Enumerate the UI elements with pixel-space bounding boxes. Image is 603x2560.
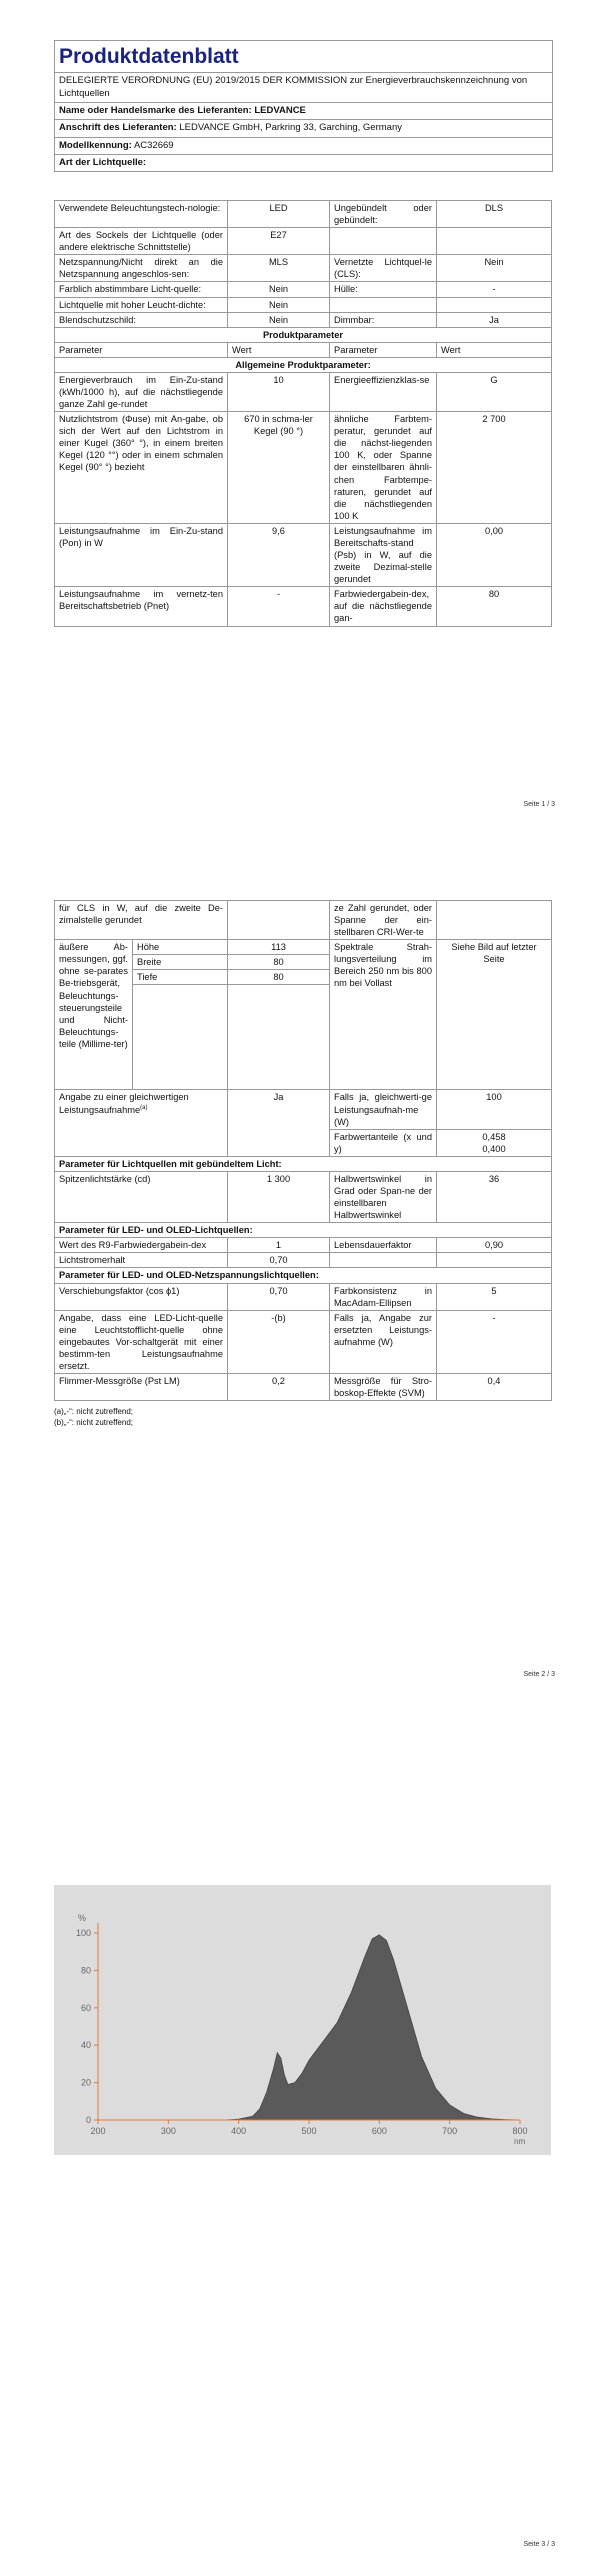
light-source-row: [55, 282, 552, 297]
model-row: [55, 137, 552, 154]
param-value: Ja: [437, 312, 552, 327]
param-value: LED: [228, 201, 330, 228]
y-tick-label: 40: [80, 2040, 91, 2051]
x-tick-label: 500: [301, 2126, 317, 2136]
param-label: Dimmbar:: [330, 312, 437, 327]
param-value: 80: [437, 587, 552, 626]
param-label: Leistungsaufnahme im Bereitschafts-stand (Psb) in W, auf die zweite Dezimal-stelle gerundet: [330, 523, 437, 586]
retrofit-label: Angabe, dass eine LED-Licht-quelle eine Leuchtstofflicht-quelle ohne eingebautes Vor-schaltgerät mit einer bestimm-ten Leistungsaufnahme ersetzt.: [55, 1310, 228, 1373]
dpf-value: 0,70: [228, 1283, 330, 1310]
param-label: Verwendete Beleuchtungstech-nologie:: [55, 201, 228, 228]
supplier-name: Name oder Handelsmarke des Lieferanten: LEDVANCE: [55, 102, 552, 119]
x-tick-label: 700: [442, 2126, 458, 2136]
supplier-address: LEDVANCE GmbH, Parkring 33, Garching, Germany: [179, 122, 402, 134]
svm-label: Messgröße für Stro-boskop-Effekte (SVM): [330, 1374, 437, 1401]
footnote-a: (a)„-“: nicht zutreffend;: [54, 1407, 133, 1417]
col-param-1: Parameter: [55, 342, 228, 357]
light-source-row: [55, 297, 552, 312]
param-label: Leistungsaufnahme im vernetz-ten Bereitschaftsbetrieb (Pnet): [55, 587, 228, 626]
empty-cell: [133, 985, 228, 1090]
beam-label: Halbwertswinkel in Grad oder Span-ne der einstellbaren Halbwertswinkel: [330, 1171, 437, 1222]
continued-table-wrap: [54, 900, 551, 1428]
macadam-value: 5: [437, 1283, 552, 1310]
equiv-power-value: 100: [437, 1090, 552, 1129]
param-value: 10: [228, 372, 330, 411]
param-value: [437, 228, 552, 255]
main-table-wrap: [54, 200, 551, 627]
mains-header: Parameter für LED- und OLED-Netzspannungslichtquellen:: [55, 1268, 552, 1283]
x-tick-label: 200: [90, 2126, 106, 2136]
light-source-type: Art der Lichtquelle:: [55, 154, 552, 171]
param-value: E27: [228, 228, 330, 255]
param-value: 9,6: [228, 523, 330, 586]
chroma-label: Farbwertanteile (x und y): [330, 1129, 437, 1156]
empty-cell: [437, 901, 552, 940]
general-params-header: Allgemeine Produktparameter:: [55, 357, 552, 372]
page-title: Produktdatenblatt: [59, 45, 239, 68]
page-2: [0, 880, 603, 1700]
equiv-label-cell: [55, 1090, 228, 1156]
x-tick-label: 600: [371, 2126, 387, 2136]
param-value: G: [437, 372, 552, 411]
chroma-values: [437, 1129, 552, 1156]
param-value: 670 in schma-ler Kegel (90 °): [228, 412, 330, 524]
equiv-footnote-mark: (a): [140, 1104, 148, 1111]
r9-value: 1: [228, 1238, 330, 1253]
model-id: AC32669: [133, 139, 174, 151]
retrofit-power-value: -: [437, 1310, 552, 1373]
retrofit-power-label: Falls ja, Angabe zur ersetzten Leistungs-aufnahme (W): [330, 1310, 437, 1373]
dim-height-value: 113: [228, 940, 330, 955]
param-label: Farbwiedergabein-dex, auf die nächstliegende gan-: [330, 587, 437, 626]
footnote-b: (b)„-“: nicht zutreffend;: [54, 1417, 133, 1427]
param-label: [330, 297, 437, 312]
light-source-table: [54, 200, 552, 627]
beam-value: 36: [437, 1171, 552, 1222]
x-tick-label: 300: [160, 2126, 176, 2136]
general-param-row: [55, 523, 552, 586]
param-value: Nein: [228, 282, 330, 297]
param-label: Nutzlichtstrom (Φuse) mit An-gabe, ob sich der Wert auf den Lichtstrom in einer Kugel (360° °), in einem breiten Kegel (120 °°) oder in einem schmalen Kegel (90° °) bezieht: [55, 412, 228, 524]
dim-width-label: Breite: [133, 955, 228, 970]
light-source-row: [55, 255, 552, 282]
chroma-y: 0,400: [482, 1143, 506, 1154]
param-value: [437, 297, 552, 312]
param-value: Nein: [228, 312, 330, 327]
col-param-2: Parameter: [330, 342, 437, 357]
param-label: Hülle:: [330, 282, 437, 297]
y-tick-label: 0: [85, 2115, 91, 2125]
continued-table: [54, 900, 552, 1401]
param-label: [330, 228, 437, 255]
dim-depth-label: Tiefe: [133, 970, 228, 985]
survival-value: 0,90: [437, 1238, 552, 1253]
x-tick-label: 400: [231, 2126, 247, 2136]
y-tick-label: 100: [75, 1928, 91, 1938]
y-tick-label: 20: [80, 2077, 91, 2088]
footnotes: [54, 1407, 551, 1428]
param-value: -: [228, 587, 330, 626]
general-param-row: [55, 412, 552, 524]
dims-label: äußere Ab-messungen, ggf. ohne se-parates Be-triebsgerät, Beleuchtungs-steuerungsteile und Nicht-Beleuchtungs-teile (Millime-ter): [55, 940, 133, 1090]
y-tick-label: 60: [80, 2002, 91, 2013]
equiv-value: Ja: [228, 1090, 330, 1156]
page-1: [0, 0, 603, 820]
param-value: Nein: [228, 297, 330, 312]
param-label: Netzspannung/Nicht direkt an die Netzspannung angeschlos-sen:: [55, 255, 228, 282]
param-value: MLS: [228, 255, 330, 282]
spectral-value: Siehe Bild auf letzter Seite: [437, 940, 552, 1090]
general-param-row: [55, 372, 552, 411]
param-value: -: [437, 282, 552, 297]
supplier-address-label: Anschrift des Lieferanten:: [59, 122, 177, 134]
survival-label: Lebensdauerfaktor: [330, 1238, 437, 1253]
product-params-header: Produktparameter: [55, 327, 552, 342]
page-number-2: Seite 2 / 3: [523, 1671, 555, 1678]
page-number-1: Seite 1 / 3: [523, 801, 555, 808]
supplier-address-row: [55, 119, 552, 136]
x-axis-label: nm: [514, 2137, 526, 2146]
param-label: Leistungsaufnahme im Ein-Zu-stand (Pon) in W: [55, 523, 228, 586]
flicker-value: 0,2: [228, 1374, 330, 1401]
param-label: Ungebündelt oder gebündelt:: [330, 201, 437, 228]
param-label: Art des Sockels der Lichtquelle (oder andere elektrische Schnittstelle): [55, 228, 228, 255]
lumen-maint-label: Lichtstromerhalt: [55, 1253, 228, 1268]
equiv-power-label: Falls ja, gleichwerti-ge Leistungsaufnah-me (W): [330, 1090, 437, 1129]
param-label: Vernetzte Lichtquel-le (CLS):: [330, 255, 437, 282]
empty-cell: [228, 985, 330, 1090]
y-tick-label: 80: [80, 1965, 91, 1976]
spectral-label: Spektrale Strah-lungsverteilung im Bereich 250 nm bis 800 nm bei Vollast: [330, 940, 437, 1090]
param-value: Nein: [437, 255, 552, 282]
dim-height-label: Höhe: [133, 940, 228, 955]
dim-width-value: 80: [228, 955, 330, 970]
x-tick-label: 800: [512, 2126, 528, 2136]
spectral-distribution-chart: [54, 1885, 551, 2155]
svm-value: 0,4: [437, 1374, 552, 1401]
light-source-row: [55, 228, 552, 255]
general-param-row: [55, 587, 552, 626]
peak-label: Spitzenlichtstärke (cd): [55, 1171, 228, 1222]
col-value-1: Wert: [228, 342, 330, 357]
empty-cell: [228, 901, 330, 940]
light-source-row: [55, 312, 552, 327]
dpf-label: Verschiebungsfaktor (cos ϕ1): [55, 1283, 228, 1310]
r9-label: Wert des R9-Farbwiedergabein-dex: [55, 1238, 228, 1253]
param-label: Energieverbrauch im Ein-Zu-stand (kWh/1000 h), auf die nächstliegende ganze Zahl ge-rundet: [55, 372, 228, 411]
retrofit-value: -(b): [228, 1310, 330, 1373]
param-label: ähnliche Farbtem-peratur, gerundet auf die nächst-liegenden 100 K, oder Spanne der einstellbaren ähnli-chen Farbtempe-raturen, gerundet auf die nächstliegenden 100 K: [330, 412, 437, 524]
param-label: Energieeffizienzklas-se: [330, 372, 437, 411]
light-source-row: [55, 201, 552, 228]
empty-cell: [330, 1253, 437, 1268]
chroma-x: 0,458: [482, 1131, 506, 1142]
y-axis-label: %: [78, 1913, 87, 1923]
param-value: DLS: [437, 201, 552, 228]
col-value-2: Wert: [437, 342, 552, 357]
cls-power-cont: für CLS in W, auf die zweite De-zimalstelle gerundet: [55, 901, 228, 940]
empty-cell: [437, 1253, 552, 1268]
macadam-label: Farbkonsistenz in MacAdam-Ellipsen: [330, 1283, 437, 1310]
lumen-maint-value: 0,70: [228, 1253, 330, 1268]
header-block: [54, 40, 553, 172]
regulation-subtitle: DELEGIERTE VERORDNUNG (EU) 2019/2015 DER KOMMISSION zur Energieverbrauchskennzeichnung von Lichtquellen: [55, 72, 552, 102]
param-value: 0,00: [437, 523, 552, 586]
cri-cont: ze Zahl gerundet, oder Spanne der ein-stellbaren CRI-Wer-te: [330, 901, 437, 940]
param-label: Blendschutzschild:: [55, 312, 228, 327]
directional-header: Parameter für Lichtquellen mit gebündeltem Licht:: [55, 1156, 552, 1171]
led-header: Parameter für LED- und OLED-Lichtquellen:: [55, 1223, 552, 1238]
spectral-chart-panel: [54, 1885, 551, 2155]
param-label: Lichtquelle mit hoher Leucht-dichte:: [55, 297, 228, 312]
page-number-3: Seite 3 / 3: [523, 2541, 555, 2548]
param-value: 2 700: [437, 412, 552, 524]
peak-value: 1 300: [228, 1171, 330, 1222]
spectrum-area: [225, 1935, 520, 2120]
model-label: Modellkennung:: [59, 139, 132, 151]
param-label: Farblich abstimmbare Licht-quelle:: [55, 282, 228, 297]
equiv-label: Angabe zu einer gleichwertigen Leistungsaufnahme: [59, 1092, 189, 1115]
dim-depth-value: 80: [228, 970, 330, 985]
flicker-label: Flimmer-Messgröße (Pst LM): [55, 1374, 228, 1401]
